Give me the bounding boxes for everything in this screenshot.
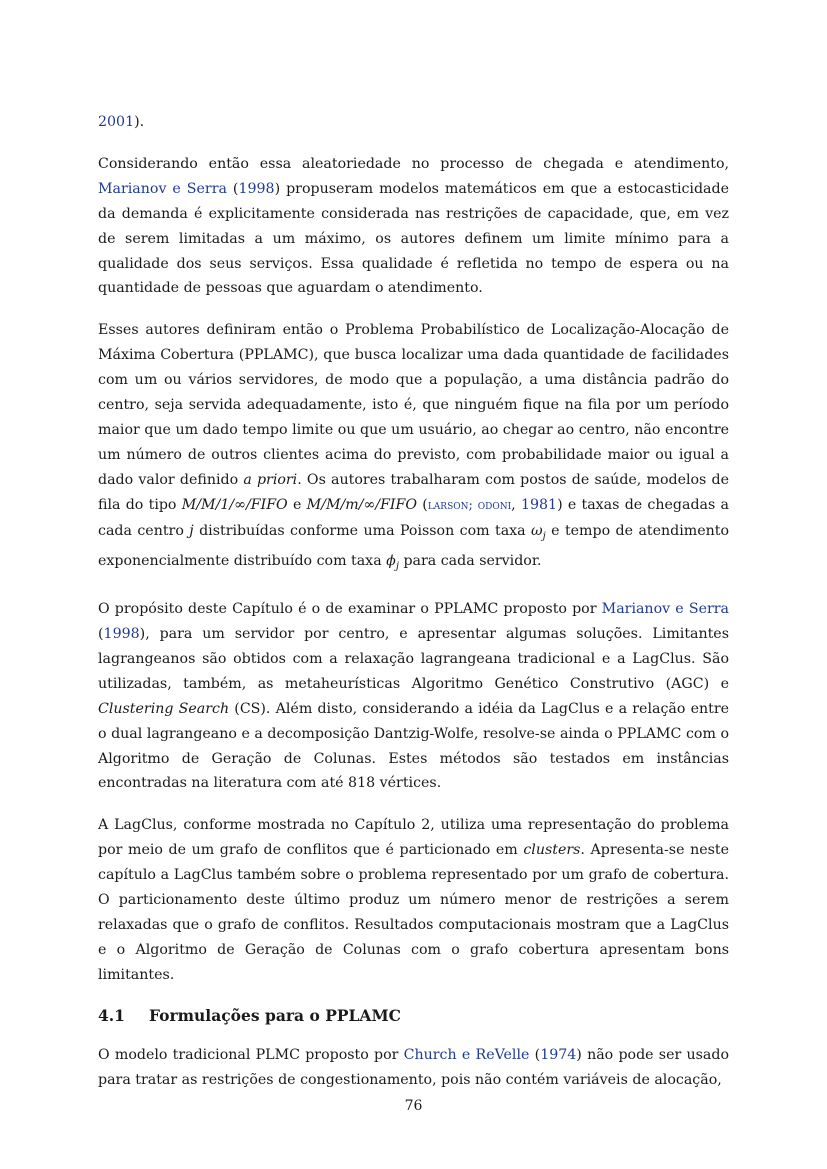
math-expression: ω [531, 522, 543, 539]
citation-link[interactable]: Marianov e Serra [601, 601, 729, 618]
text-run: ( [226, 180, 239, 197]
text-run: distribuídas conforme uma Poisson com taxa [193, 522, 532, 539]
text-run: a priori [243, 471, 298, 488]
citation-link[interactable]: 1974 [540, 1046, 577, 1063]
text-run: para cada servidor. [398, 553, 542, 570]
text-run: O propósito deste Capítulo é o de examinar o PPLAMC proposto por [98, 601, 602, 618]
citation-link[interactable]: 2001 [98, 114, 135, 130]
paragraph [98, 318, 729, 580]
text-run: ) e taxas de chegadas a cada centro [98, 496, 729, 539]
math-expression: M/M/m/∞/FIFO [306, 496, 418, 513]
text-run: Considerando então essa aleatoriedade no processo de chegada e atendimento, [98, 155, 729, 172]
citation-link[interactable]: Marianov e Serra [98, 180, 227, 197]
text-run: (CS). Além disto, considerando a idéia da LagClus e a relação entre o dual lagrangeano e a decomposição Dantzig-Wolfe, resolve-se ainda o PPLAMC com o Algoritmo de Geração de Colunas. Estes métodos são testados em instâncias encontradas na literatura com até 818 vértices. [98, 700, 729, 792]
text-run: . Apresenta-se neste capítulo a LagClus também sobre o problema representado por um grafo de cobertura. O particionamento deste último produz um número menor de restrições a serem relaxadas que o grafo de conflitos. Resultados computacionais mostram que a LagClus e o Algoritmo de Geração de Colunas com o grafo cobertura apresentam bons limitantes. [98, 842, 729, 983]
text-run: ( [529, 1046, 541, 1063]
paragraph [98, 597, 729, 796]
text-run: ) não pode ser usado para tratar as restrições de congestionamento, pois não contém variáveis de alocação, [98, 1046, 729, 1088]
text-run: Clustering Search [98, 700, 230, 717]
paragraph [98, 1043, 729, 1093]
text-run: Esses autores definiram então o Problema Probabilístico de Localização-Alocação de Máxima Cobertura (PPLAMC), que busca localizar uma dada quantidade de facilidades com um ou vários servidores, de modo que a população, a uma distância padrão do centro, seja servida adequadamente, isto é, que ninguém fique na fila por um período maior que um dado tempo limite ou que um usuário, ao chegar ao centro, não encontre um número de outros clientes acima do previsto, com probabilidade maior ou igual a dado valor definido [98, 322, 729, 488]
math-expression: j [395, 561, 399, 573]
text-run: e [287, 496, 307, 513]
math-expression: j [542, 530, 546, 542]
text-run: . Os autores trabalharam com postos de saúde, modelos de fila do tipo [98, 471, 729, 513]
text-run: clusters [523, 842, 581, 859]
citation-link[interactable]: Church e ReVelle [403, 1046, 530, 1063]
text-run: O modelo tradicional PLMC proposto por [98, 1046, 404, 1063]
paragraph [98, 110, 729, 135]
paragraph [98, 152, 729, 301]
paragraph [98, 813, 729, 987]
page-number: 76 [404, 1098, 423, 1114]
page-body [98, 110, 729, 1109]
text-run: ), para um servidor por centro, e apresentar algumas soluções. Limitantes lagrangeanos são obtidos com a relaxação lagrangeana tradicional e a LagClus. São utilizadas, também, as metaheurísticas Algoritmo Genético Construtivo (AGC) e [98, 625, 729, 692]
text-run: ( [98, 625, 104, 642]
section-heading [98, 1005, 729, 1027]
section-title: Formulações para o PPLAMC [148, 1005, 401, 1025]
citation-link[interactable]: larson; odoni [427, 497, 512, 513]
math-expression: M/M/1/∞/FIFO [181, 496, 288, 513]
text-run: ( [417, 496, 428, 513]
text-run: ). [134, 114, 145, 130]
section-number: 4.1 [98, 1005, 125, 1025]
text-run: e tempo de atendimento exponencialmente distribuído com taxa [98, 522, 729, 570]
citation-link[interactable]: 1998 [238, 180, 275, 197]
math-expression: j [189, 522, 194, 539]
text-run: A LagClus, conforme mostrada no Capítulo 2, utiliza uma representação do problema por meio de um grafo de conflitos que é particionado em [98, 817, 729, 859]
citation-link[interactable]: 1981 [520, 496, 558, 513]
citation-link[interactable]: 1998 [103, 625, 140, 642]
math-expression: ϕ [386, 553, 396, 570]
text-run: ) propuseram modelos matemáticos em que a estocasticidade da demanda é explicitamente considerada nas restrições de capacidade, que, em vez de serem limitadas a um máximo, os autores definem um limite mínimo para a qualidade dos seus serviços. Essa qualidade é refletida no tempo de espera ou na quantidade de pessoas que aguardam o atendimento. [98, 180, 729, 297]
text-run: , [511, 496, 521, 513]
